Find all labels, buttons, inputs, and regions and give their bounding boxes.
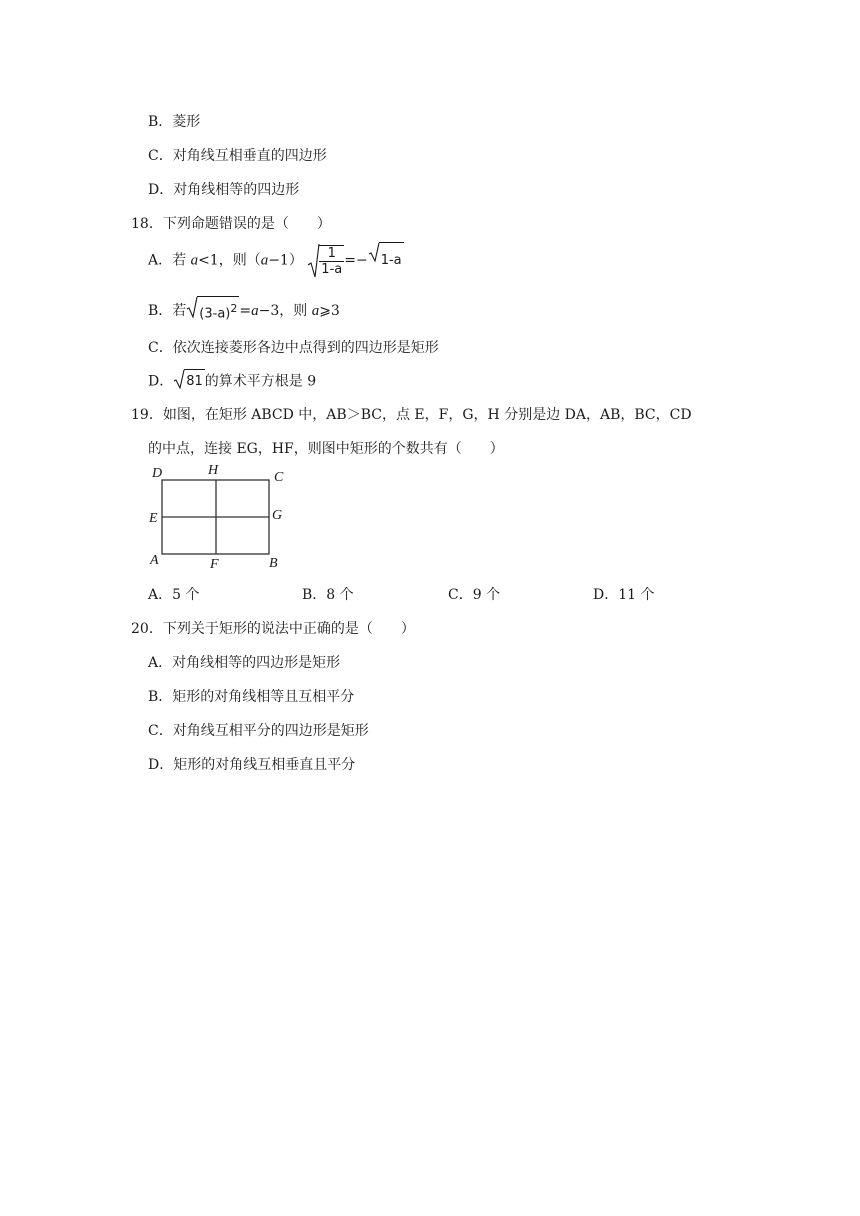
q18b-eq: = — [239, 303, 252, 320]
label-C: C — [274, 470, 284, 485]
q18a-var2: a — [260, 252, 269, 269]
radical-sign-icon — [307, 243, 320, 279]
q18d-prefix: D． — [148, 373, 174, 390]
q18d-radical — [173, 369, 205, 394]
q18b-prefix: B．若 — [148, 303, 187, 320]
q18b-radical — [186, 296, 239, 326]
label-G: G — [272, 508, 283, 523]
label-H: H — [208, 463, 219, 478]
q18d-rad-body: 81 — [184, 369, 205, 394]
q18b-var1: a — [251, 303, 259, 320]
q19-option-d: D．11 个 — [593, 587, 655, 603]
q19-stem-line2: 的中点，连接 EG，HF，则图中矩形的个数共有（ ） — [148, 441, 504, 457]
q18b-exponent: 2 — [230, 302, 238, 315]
q18-option-c: C．依次连接菱形各边中点得到的四边形是矩形 — [148, 340, 439, 356]
q18a-radical-fraction — [307, 243, 344, 279]
label-D: D — [152, 466, 163, 481]
label-A: A — [150, 553, 159, 568]
q18-stem: 18．下列命题错误的是（ ） — [131, 216, 331, 232]
q19-option-b: B．8 个 — [302, 587, 354, 603]
q17-option-b: B．菱形 — [148, 114, 201, 130]
q20-stem: 20．下列关于矩形的说法中正确的是（ ） — [131, 621, 415, 637]
label-F: F — [210, 557, 219, 572]
q20-option-c: C．对角线互相平分的四边形是矩形 — [148, 723, 369, 739]
label-B: B — [269, 556, 278, 571]
q18-option-d — [148, 369, 316, 393]
q18-option-b — [148, 296, 340, 320]
q18a-frac-den: 1-a — [321, 261, 343, 277]
radical-sign-icon — [368, 242, 380, 262]
q20-option-b: B．矩形的对角线相等且互相平分 — [148, 689, 355, 705]
q18a-fraction — [319, 245, 344, 277]
q18a-prefix: A．若 — [148, 252, 191, 269]
q18b-tail: ⩾3 — [319, 303, 340, 320]
q18a-mid2: −1） — [268, 252, 303, 269]
q18b-mid: −3，则 — [258, 303, 312, 320]
q17-option-c: C．对角线互相垂直的四边形 — [148, 148, 327, 164]
q17-option-d: D．对角线相等的四边形 — [148, 182, 300, 198]
q18d-tail: 的算术平方根是 9 — [204, 373, 317, 390]
q18-option-a — [148, 242, 404, 278]
q20-option-d: D．矩形的对角线互相垂直且平分 — [148, 757, 356, 773]
radical-sign-icon — [173, 369, 185, 389]
q18a-eq: =− — [344, 252, 368, 269]
q18a-rad2-body: 1-a — [379, 242, 404, 279]
q18a-var1: a — [190, 252, 199, 269]
q19-figure — [140, 460, 300, 580]
q19-option-c: C．9 个 — [448, 587, 501, 603]
radical-sign-icon — [186, 296, 198, 318]
q18a-frac-num: 1 — [319, 246, 344, 262]
q18a-mid1: <1，则（ — [198, 252, 261, 269]
q19-option-a: A．5 个 — [148, 587, 200, 603]
q19-stem-line1: 19．如图，在矩形 ABCD 中，AB＞BC，点 E，F，G，H 分别是边 DA，AB，BC，CD — [131, 407, 692, 423]
q18b-rad-body — [197, 296, 239, 326]
q18b-var2: a — [311, 303, 320, 320]
q18b-rad-content: (3-a) — [199, 306, 231, 322]
q18a-radical-2 — [368, 242, 404, 279]
q20-option-a: A．对角线相等的四边形是矩形 — [148, 655, 341, 671]
label-E: E — [149, 511, 158, 526]
